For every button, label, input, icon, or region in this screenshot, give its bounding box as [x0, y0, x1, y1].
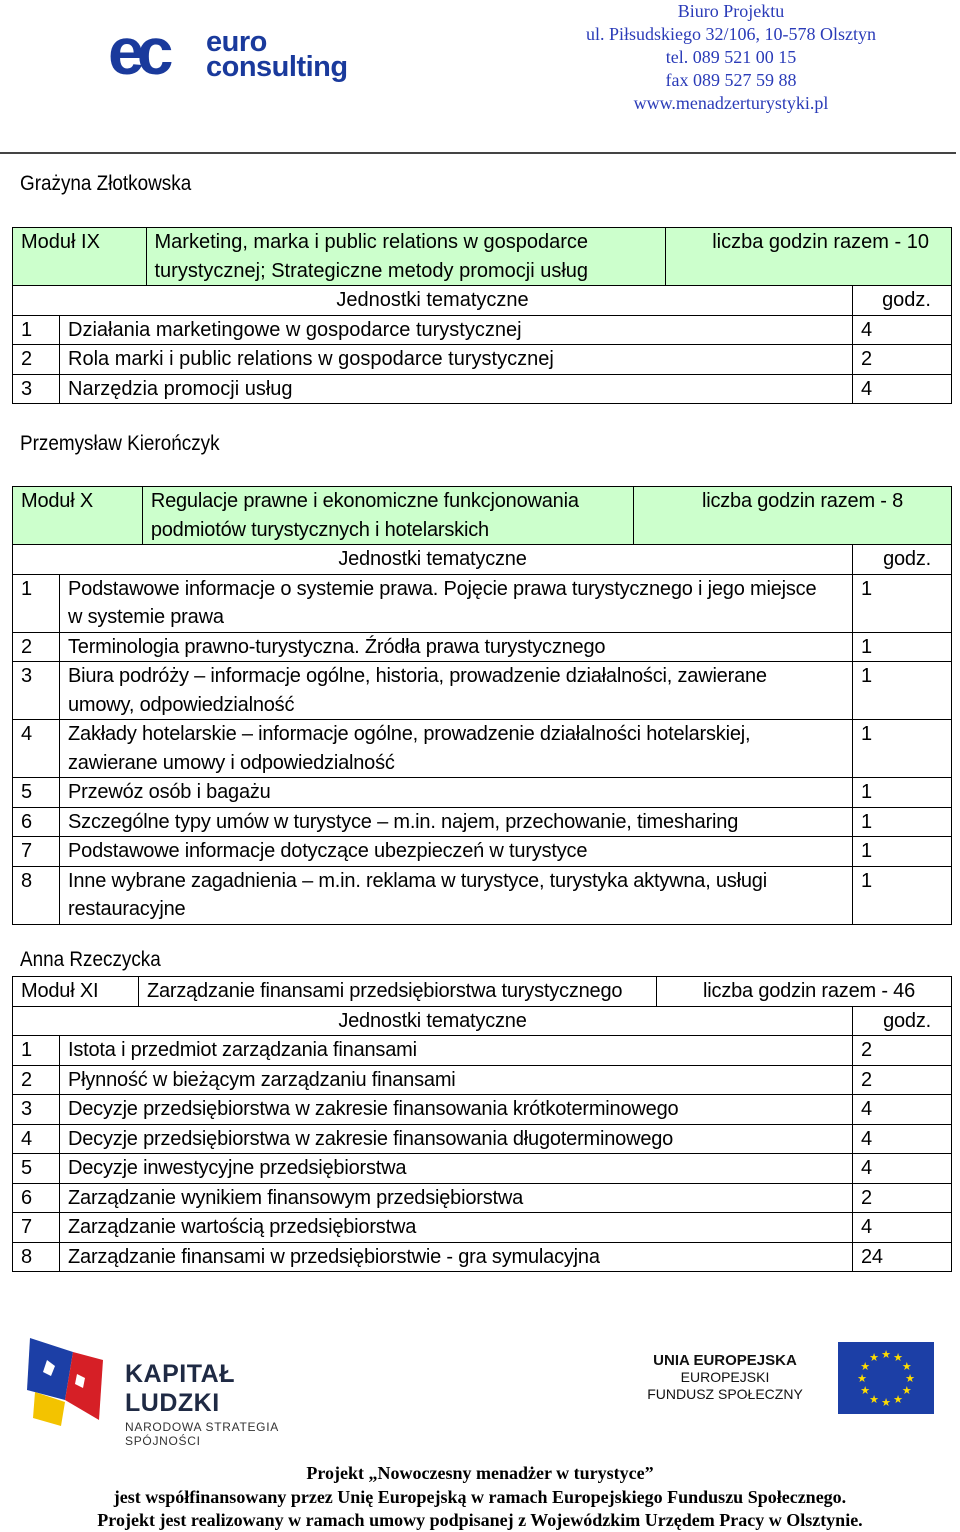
module-header-row: [13, 487, 952, 545]
row-number: 5: [13, 778, 60, 808]
row-topic: [60, 574, 853, 632]
units-header: Jednostki tematyczne: [13, 545, 853, 575]
eu-star-icon: ★: [869, 1393, 879, 1406]
row-number: 3: [13, 662, 60, 720]
table-row: [13, 632, 952, 662]
row-hours: 1: [853, 662, 952, 720]
kapital-ludzki-logo: [25, 1330, 325, 1448]
units-header-row: [13, 286, 952, 316]
euro-consulting-logo: [108, 22, 388, 92]
eu-line2: EUROPEJSKI: [680, 1369, 770, 1385]
row-topic-line: umowy, odpowiedzialność: [68, 693, 295, 716]
logo-wordmark: [206, 26, 348, 83]
kl-title: KAPITAŁ LUDZKI: [125, 1360, 235, 1417]
table-row: [13, 778, 952, 808]
table-row: [13, 807, 952, 837]
row-topic: Działania marketingowe w gospodarce turystycznej: [60, 315, 853, 345]
instructor-name: Grażyna Złotkowska: [20, 172, 192, 195]
row-number: 7: [13, 837, 60, 867]
eu-line3: FUNDUSZ SPOŁECZNY: [647, 1386, 803, 1402]
module-id: Moduł X: [13, 487, 143, 545]
row-number: 8: [13, 1242, 60, 1272]
eu-star-icon: ★: [901, 1385, 912, 1397]
row-topic: Istota i przedmiot zarządzania finansami: [60, 1036, 853, 1066]
row-hours: 1: [853, 632, 952, 662]
row-number: 7: [13, 1213, 60, 1243]
eu-star-icon: ★: [905, 1373, 915, 1385]
header-divider: [0, 152, 956, 154]
project-title: Projekt „Nowoczesny menadżer w turystyce”: [306, 1463, 654, 1483]
units-header-row: [13, 1006, 952, 1036]
table-row: [13, 1183, 952, 1213]
eu-star-icon: ★: [901, 1361, 912, 1373]
kapital-ludzki-emblem-icon: [25, 1330, 105, 1430]
row-topic: Zarządzanie finansami w przedsiębiorstwie - gra symulacyjna: [60, 1242, 853, 1272]
module-title-line: Regulacje prawne i ekonomiczne funkcjonowania: [150, 490, 579, 512]
hours-header: godz.: [853, 1006, 952, 1036]
module-header-row: [13, 228, 952, 286]
table-row: [13, 1154, 952, 1184]
table-row: [13, 345, 952, 375]
row-hours: 24: [853, 1242, 952, 1272]
row-topic-line: zawierane umowy i odpowiedzialność: [68, 751, 395, 774]
row-topic: Narzędzia promocji usług: [60, 374, 853, 404]
table-row: [13, 1036, 952, 1066]
units-header: Jednostki tematyczne: [13, 1006, 853, 1036]
row-topic: Decyzje przedsiębiorstwa w zakresie finansowania długoterminowego: [60, 1124, 853, 1154]
row-number: 4: [13, 720, 60, 778]
row-number: 4: [13, 1124, 60, 1154]
eu-line1: UNIA EUROPEJSKA: [653, 1352, 797, 1369]
row-topic-line: Biura podróży – informacje ogólne, historia, prowadzenie działalności, zawierane: [68, 665, 767, 687]
module-total-hours: liczba godzin razem - 8: [634, 487, 952, 545]
row-topic: Szczególne typy umów w turystyce – m.in. najem, przechowanie, timesharing: [60, 807, 853, 837]
module-title: Zarządzanie finansami przedsiębiorstwa turystycznego: [138, 977, 656, 1007]
module-title: [146, 228, 666, 286]
eu-star-icon: ★: [860, 1385, 871, 1397]
row-topic: Płynność w bieżącym zarządzaniu finansami: [60, 1065, 853, 1095]
implementation-note: Projekt jest realizowany w ramach umowy podpisanej z Wojewódzkim Urzędem Pracy w Olsztynie.: [97, 1510, 863, 1530]
row-hours: 1: [853, 720, 952, 778]
table-row: [13, 1124, 952, 1154]
kapital-ludzki-wordmark: [125, 1360, 325, 1448]
module-header-row: [13, 977, 952, 1007]
row-topic: Zarządzanie wartością przedsiębiorstwa: [60, 1213, 853, 1243]
office-website[interactable]: www.menadzerturystyki.pl: [633, 93, 829, 113]
row-hours: 1: [853, 807, 952, 837]
table-row: [13, 1242, 952, 1272]
module-total-hours: liczba godzin razem - 46: [657, 977, 952, 1007]
logo-word-consulting: consulting: [206, 51, 348, 83]
row-number: 2: [13, 632, 60, 662]
table-row: [13, 1095, 952, 1125]
row-topic: Decyzje przedsiębiorstwa w zakresie finansowania krótkoterminowego: [60, 1095, 853, 1125]
row-topic-line: Zakłady hotelarskie – informacje ogólne, prowadzenie działalności hotelarskiej,: [68, 723, 751, 745]
table-row: [13, 837, 952, 867]
row-topic: [60, 662, 853, 720]
table-row: [13, 720, 952, 778]
row-number: 6: [13, 807, 60, 837]
table-row: [13, 866, 952, 924]
module-xi-table: [12, 976, 952, 1272]
hours-header: godz.: [853, 286, 952, 316]
ec-logo-icon: [108, 22, 208, 84]
office-phone: tel. 089 521 00 15: [665, 47, 797, 67]
row-number: 2: [13, 345, 60, 375]
row-hours: 4: [853, 1154, 952, 1184]
row-topic: Terminologia prawno-turystyczna. Źródła prawa turystycznego: [60, 632, 853, 662]
row-hours: 2: [853, 1183, 952, 1213]
row-topic: [60, 866, 853, 924]
row-topic: Rola marki i public relations w gospodarce turystycznej: [60, 345, 853, 375]
eu-star-icon: ★: [860, 1361, 871, 1373]
table-row: [13, 1065, 952, 1095]
row-topic: Decyzje inwestycyjne przedsiębiorstwa: [60, 1154, 853, 1184]
eu-star-icon: ★: [893, 1393, 903, 1406]
row-topic: Podstawowe informacje dotyczące ubezpieczeń w turystyce: [60, 837, 853, 867]
eu-social-fund-logo: [620, 1330, 950, 1430]
table-row: [13, 574, 952, 632]
row-topic-line: Podstawowe informacje o systemie prawa. Pojęcie prawa turystycznego i jego miejsce: [68, 577, 817, 600]
row-number: 1: [13, 574, 60, 632]
table-row: [13, 662, 952, 720]
row-hours: 4: [853, 1213, 952, 1243]
row-topic: Przewóz osób i bagażu: [60, 778, 853, 808]
table-row: [13, 1213, 952, 1243]
module-title-line: turystycznej; Strategiczne metody promocji usług: [154, 259, 589, 282]
office-address: ul. Piłsudskiego 32/106, 10-578 Olsztyn: [585, 24, 876, 44]
units-header: Jednostki tematyczne: [13, 286, 853, 316]
eu-wordmark: [640, 1352, 810, 1403]
module-title-line: Marketing, marka i public relations w gospodarce: [154, 231, 589, 253]
eu-star-icon: ★: [869, 1352, 879, 1365]
instructor-name: Przemysław Kierończyk: [20, 432, 220, 455]
row-hours: 4: [853, 1124, 952, 1154]
row-hours: 1: [853, 778, 952, 808]
module-id: Moduł XI: [13, 977, 139, 1007]
row-topic-line: restauracyjne: [68, 898, 186, 920]
table-row: [13, 374, 952, 404]
row-topic: Zarządzanie wynikiem finansowym przedsiębiorstwa: [60, 1183, 853, 1213]
module-ix-table: [12, 227, 952, 404]
project-office-contact: [586, 0, 876, 115]
module-total-hours: liczba godzin razem - 10: [666, 228, 952, 286]
eu-flag-icon: [838, 1342, 934, 1414]
row-hours: 2: [853, 1065, 952, 1095]
row-number: 8: [13, 866, 60, 924]
module-title: [142, 487, 633, 545]
svg-text:ec: ec: [108, 22, 166, 84]
eu-star-icon: ★: [881, 1397, 891, 1409]
kl-subtitle: NARODOWA STRATEGIA SPÓJNOŚCI: [125, 1420, 279, 1448]
row-number: 2: [13, 1065, 60, 1095]
row-number: 3: [13, 374, 60, 404]
office-fax: fax 089 527 59 88: [665, 70, 797, 90]
eu-star-icon: ★: [857, 1373, 867, 1385]
cofinancing-note: jest współfinansowany przez Unię Europejską w ramach Europejskiego Funduszu Społecznego.: [113, 1487, 847, 1507]
table-row: [13, 315, 952, 345]
row-number: 3: [13, 1095, 60, 1125]
eu-star-icon: ★: [881, 1349, 891, 1361]
row-hours: 1: [853, 574, 952, 632]
units-header-row: [13, 545, 952, 575]
row-number: 5: [13, 1154, 60, 1184]
row-number: 1: [13, 315, 60, 345]
row-number: 6: [13, 1183, 60, 1213]
module-x-table: [12, 486, 952, 925]
row-hours: 2: [853, 1036, 952, 1066]
office-title: Biuro Projektu: [677, 1, 785, 21]
module-title-line: podmiotów turystycznych i hotelarskich: [150, 518, 489, 541]
row-topic-line: Inne wybrane zagadnienia – m.in. reklama w turystyce, turystyka aktywna, usługi: [68, 869, 767, 892]
row-topic: [60, 720, 853, 778]
row-hours: 1: [853, 866, 952, 924]
row-topic-line: w systemie prawa: [68, 606, 224, 628]
hours-header: godz.: [853, 545, 952, 575]
row-hours: 4: [853, 374, 952, 404]
module-id: Moduł IX: [13, 228, 147, 286]
row-hours: 2: [853, 345, 952, 375]
row-hours: 4: [853, 1095, 952, 1125]
logo-word-euro: euro: [206, 26, 267, 58]
eu-star-icon: ★: [893, 1352, 903, 1365]
row-number: 1: [13, 1036, 60, 1066]
instructor-name: Anna Rzeczycka: [20, 948, 161, 971]
row-hours: 1: [853, 837, 952, 867]
row-hours: 4: [853, 315, 952, 345]
